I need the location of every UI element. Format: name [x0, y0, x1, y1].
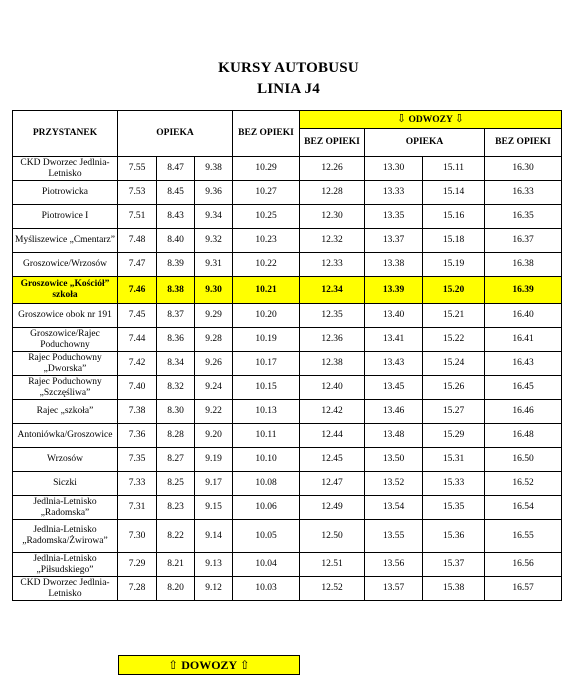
departure-time: 8.40	[157, 229, 195, 253]
departure-time: 9.30	[195, 277, 233, 304]
stop-name: Wrzosów	[13, 448, 118, 472]
departure-time: 15.35	[423, 496, 485, 520]
departure-time: 10.27	[233, 181, 300, 205]
departure-time: 15.20	[423, 277, 485, 304]
departure-time: 12.44	[300, 424, 365, 448]
departure-time: 12.49	[300, 496, 365, 520]
departure-time: 8.25	[157, 472, 195, 496]
departure-time: 15.31	[423, 448, 485, 472]
departure-time: 7.44	[118, 328, 157, 352]
stop-name: Rajec Poduchowny „Szczęśliwa”	[13, 376, 118, 400]
departure-time: 12.51	[300, 553, 365, 577]
departure-time: 13.50	[365, 448, 423, 472]
down-arrow-icon: ⇩	[396, 112, 407, 125]
departure-time: 12.52	[300, 577, 365, 601]
stop-name: Rajec „szkoła”	[13, 400, 118, 424]
departure-time: 10.15	[233, 376, 300, 400]
departure-time: 16.57	[485, 577, 562, 601]
departure-time: 12.33	[300, 253, 365, 277]
departure-time: 16.30	[485, 157, 562, 181]
table-row	[13, 304, 562, 328]
stop-name: Jedlnia-Letnisko „Radomska/Żwirowa”	[13, 520, 118, 553]
departure-time: 8.43	[157, 205, 195, 229]
departure-time: 15.37	[423, 553, 485, 577]
departure-time: 8.39	[157, 253, 195, 277]
stop-name: CKD Dworzec Jedlnia-Letnisko	[13, 157, 118, 181]
departure-time: 9.12	[195, 577, 233, 601]
departure-time: 15.16	[423, 205, 485, 229]
departure-time: 13.38	[365, 253, 423, 277]
departure-time: 13.55	[365, 520, 423, 553]
departure-time: 13.30	[365, 157, 423, 181]
departure-time: 13.48	[365, 424, 423, 448]
departure-time: 9.14	[195, 520, 233, 553]
departure-time: 16.39	[485, 277, 562, 304]
departure-time: 16.48	[485, 424, 562, 448]
departure-time: 10.03	[233, 577, 300, 601]
departure-time: 16.41	[485, 328, 562, 352]
stop-name: Jedlnia-Letnisko „Piłsudskiego”	[13, 553, 118, 577]
departure-time: 12.38	[300, 352, 365, 376]
departure-time: 12.42	[300, 400, 365, 424]
departure-time: 15.24	[423, 352, 485, 376]
departure-time: 13.43	[365, 352, 423, 376]
departure-time: 13.54	[365, 496, 423, 520]
table-row	[13, 553, 562, 577]
departure-time: 8.38	[157, 277, 195, 304]
departure-time: 15.36	[423, 520, 485, 553]
departure-time: 16.37	[485, 229, 562, 253]
departure-time: 13.37	[365, 229, 423, 253]
table-row	[13, 400, 562, 424]
departure-time: 15.38	[423, 577, 485, 601]
departure-time: 12.47	[300, 472, 365, 496]
table-row	[13, 424, 562, 448]
departure-time: 16.55	[485, 520, 562, 553]
departure-time: 13.41	[365, 328, 423, 352]
table-row	[13, 448, 562, 472]
departure-time: 8.28	[157, 424, 195, 448]
departure-time: 10.20	[233, 304, 300, 328]
stop-name: CKD Dworzec Jedlnia-Letnisko	[13, 577, 118, 601]
table-row	[13, 181, 562, 205]
departure-time: 7.45	[118, 304, 157, 328]
down-arrow-icon: ⇩	[454, 112, 465, 125]
departure-time: 9.31	[195, 253, 233, 277]
table-row	[13, 496, 562, 520]
departure-time: 16.40	[485, 304, 562, 328]
departure-time: 7.47	[118, 253, 157, 277]
up-arrow-icon: ⇧	[168, 658, 179, 672]
departure-time: 15.22	[423, 328, 485, 352]
table-row	[13, 253, 562, 277]
header-opieka: OPIEKA	[118, 111, 233, 157]
departure-time: 16.33	[485, 181, 562, 205]
departure-time: 7.48	[118, 229, 157, 253]
departure-time: 9.26	[195, 352, 233, 376]
departure-time: 9.36	[195, 181, 233, 205]
departure-time: 16.46	[485, 400, 562, 424]
departure-time: 10.08	[233, 472, 300, 496]
stop-name: Jedlnia-Letnisko „Radomska”	[13, 496, 118, 520]
departure-time: 13.39	[365, 277, 423, 304]
departure-time: 13.40	[365, 304, 423, 328]
departure-time: 9.24	[195, 376, 233, 400]
stop-name: Groszowice/Wrzosów	[13, 253, 118, 277]
departure-time: 7.51	[118, 205, 157, 229]
table-row	[13, 205, 562, 229]
departure-time: 7.35	[118, 448, 157, 472]
departure-time: 10.06	[233, 496, 300, 520]
departure-time: 7.40	[118, 376, 157, 400]
departure-time: 9.17	[195, 472, 233, 496]
departure-time: 8.23	[157, 496, 195, 520]
departure-time: 10.04	[233, 553, 300, 577]
departure-time: 9.22	[195, 400, 233, 424]
stop-name: Piotrowicka	[13, 181, 118, 205]
departure-time: 16.52	[485, 472, 562, 496]
table-row	[13, 577, 562, 601]
departure-time: 16.56	[485, 553, 562, 577]
departure-time: 7.53	[118, 181, 157, 205]
departure-time: 13.35	[365, 205, 423, 229]
stop-name: Myśliszewice „Cmentarz”	[13, 229, 118, 253]
departure-time: 12.32	[300, 229, 365, 253]
departure-time: 10.10	[233, 448, 300, 472]
departure-time: 10.29	[233, 157, 300, 181]
departure-time: 7.38	[118, 400, 157, 424]
departure-time: 13.45	[365, 376, 423, 400]
stop-name: Groszowice „Kościół” szkoła	[13, 277, 118, 304]
departure-time: 7.30	[118, 520, 157, 553]
page-title: KURSY AUTOBUSU	[218, 60, 359, 76]
table-row	[13, 157, 562, 181]
departure-time: 10.22	[233, 253, 300, 277]
departure-time: 13.33	[365, 181, 423, 205]
departure-time: 10.05	[233, 520, 300, 553]
departure-time: 7.33	[118, 472, 157, 496]
departure-time: 15.14	[423, 181, 485, 205]
departure-time: 8.34	[157, 352, 195, 376]
departure-time: 7.28	[118, 577, 157, 601]
departure-time: 12.36	[300, 328, 365, 352]
departure-time: 9.32	[195, 229, 233, 253]
header-bez-opieki: BEZ OPIEKI	[233, 111, 300, 157]
stop-name: Piotrowice I	[13, 205, 118, 229]
departure-time: 7.29	[118, 553, 157, 577]
departure-time: 13.57	[365, 577, 423, 601]
header-odwozy-opieka: OPIEKA	[365, 129, 485, 157]
header-odwozy-bez-opieki-1: BEZ OPIEKI	[300, 129, 365, 157]
table-row	[13, 352, 562, 376]
departure-time: 16.43	[485, 352, 562, 376]
departure-time: 8.30	[157, 400, 195, 424]
departure-time: 12.35	[300, 304, 365, 328]
page-subtitle: LINIA J4	[257, 81, 320, 97]
departure-time: 15.29	[423, 424, 485, 448]
departure-time: 12.30	[300, 205, 365, 229]
table-row	[13, 277, 562, 304]
departure-time: 8.21	[157, 553, 195, 577]
departure-time: 15.33	[423, 472, 485, 496]
departure-time: 12.40	[300, 376, 365, 400]
departure-time: 10.25	[233, 205, 300, 229]
departure-time: 7.46	[118, 277, 157, 304]
stop-name: Rajec Poduchowny „Dworska”	[13, 352, 118, 376]
departure-time: 8.47	[157, 157, 195, 181]
departure-time: 10.19	[233, 328, 300, 352]
departure-time: 8.27	[157, 448, 195, 472]
header-odwozy-label: ODWOZY	[408, 114, 453, 125]
departure-time: 12.26	[300, 157, 365, 181]
departure-time: 7.36	[118, 424, 157, 448]
departure-time: 9.29	[195, 304, 233, 328]
departure-time: 9.19	[195, 448, 233, 472]
departure-time: 16.45	[485, 376, 562, 400]
departure-time: 10.21	[233, 277, 300, 304]
stop-name: Antoniówka/Groszowice	[13, 424, 118, 448]
departure-time: 9.28	[195, 328, 233, 352]
header-przystanek: PRZYSTANEK	[13, 111, 118, 157]
table-row	[13, 520, 562, 553]
departure-time: 9.38	[195, 157, 233, 181]
departure-time: 15.19	[423, 253, 485, 277]
departure-time: 10.11	[233, 424, 300, 448]
departure-time: 16.54	[485, 496, 562, 520]
departure-time: 9.15	[195, 496, 233, 520]
departure-time: 10.23	[233, 229, 300, 253]
departure-time: 12.28	[300, 181, 365, 205]
table-row	[13, 376, 562, 400]
departure-time: 16.38	[485, 253, 562, 277]
departure-time: 12.34	[300, 277, 365, 304]
departure-time: 15.11	[423, 157, 485, 181]
departure-time: 10.13	[233, 400, 300, 424]
departure-time: 13.52	[365, 472, 423, 496]
departure-time: 7.42	[118, 352, 157, 376]
table-row	[13, 328, 562, 352]
departure-time: 9.20	[195, 424, 233, 448]
departure-time: 7.31	[118, 496, 157, 520]
departure-time: 15.21	[423, 304, 485, 328]
stop-name: Groszowice/Rajec Poduchowny	[13, 328, 118, 352]
departure-time: 8.20	[157, 577, 195, 601]
timetable	[12, 110, 562, 601]
departure-time: 9.34	[195, 205, 233, 229]
departure-time: 8.22	[157, 520, 195, 553]
timetable-body	[13, 157, 562, 601]
table-row	[13, 229, 562, 253]
departure-time: 13.56	[365, 553, 423, 577]
departure-time: 8.32	[157, 376, 195, 400]
departure-time: 16.50	[485, 448, 562, 472]
departure-time: 12.45	[300, 448, 365, 472]
departure-time: 15.18	[423, 229, 485, 253]
departure-time: 8.45	[157, 181, 195, 205]
header-odwozy-bez-opieki-2: BEZ OPIEKI	[485, 129, 562, 157]
dowozy-text: DOWOZY	[181, 658, 237, 672]
departure-time: 7.55	[118, 157, 157, 181]
departure-time: 12.50	[300, 520, 365, 553]
stop-name: Siczki	[13, 472, 118, 496]
departure-time: 16.35	[485, 205, 562, 229]
stop-name: Groszowice obok nr 191	[13, 304, 118, 328]
departure-time: 9.13	[195, 553, 233, 577]
departure-time: 8.37	[157, 304, 195, 328]
table-row	[13, 472, 562, 496]
up-arrow-icon: ⇧	[239, 658, 250, 672]
departure-time: 13.46	[365, 400, 423, 424]
departure-time: 10.17	[233, 352, 300, 376]
departure-time: 15.27	[423, 400, 485, 424]
departure-time: 8.36	[157, 328, 195, 352]
header-odwozy	[300, 111, 562, 129]
departure-time: 15.26	[423, 376, 485, 400]
dowozy-label	[118, 655, 300, 675]
